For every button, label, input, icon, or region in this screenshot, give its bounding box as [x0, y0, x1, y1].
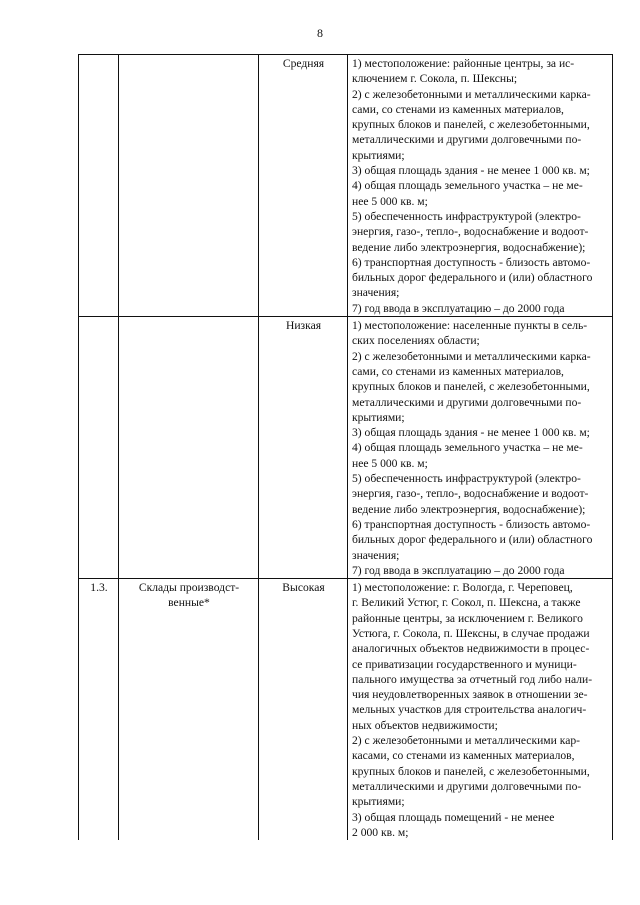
- description-line: ключением г. Сокола, п. Шексны;: [352, 72, 518, 86]
- description-line: ведение либо электроэнергия, водоснабжение);: [352, 502, 586, 516]
- object-name-cell: [119, 55, 259, 317]
- level-cell: Низкая: [259, 317, 348, 579]
- description-line: районные центры, за исключением г. Великого: [352, 611, 583, 625]
- description-line: сами, со стенами из каменных материалов,: [352, 102, 564, 116]
- description-cell: [348, 55, 613, 317]
- page-number: 8: [317, 26, 323, 40]
- description-line: 1) местоположение: населенные пункты в сель-: [352, 319, 588, 333]
- description-line: значения;: [352, 548, 400, 562]
- description-line: 4) общая площадь земельного участка – не ме-: [352, 179, 583, 193]
- description-line: 3) общая площадь помещений - не менее: [352, 810, 555, 824]
- description-line: ведение либо электроэнергия, водоснабжение);: [352, 240, 586, 254]
- description-line: 5) обеспеченность инфраструктурой (электро-: [352, 209, 581, 223]
- description-line: се приватизации государственного и муници-: [352, 657, 577, 671]
- description-line: бильных дорог федерального и (или) областного: [352, 271, 593, 285]
- row-number-cell: 1.3.: [79, 579, 119, 841]
- description-line: 2) с железобетонными и металлическими карка-: [352, 349, 591, 363]
- description-line: 1) местоположение: районные центры, за ис-: [352, 57, 575, 70]
- description-line: крупных блоков и панелей, с железобетонными,: [352, 118, 590, 132]
- description-line: крупных блоков и панелей, с железобетонными,: [352, 764, 590, 778]
- description-line: чия неудовлетворенных заявок в отношении зе-: [352, 688, 588, 702]
- description-line: энергия, газо-, тепло-, водоснабжение и водоот-: [352, 487, 589, 501]
- row-number-cell: [79, 55, 119, 317]
- object-name-cell: [119, 317, 259, 579]
- criteria-table: [78, 54, 613, 840]
- description-line: мельных участков для строительства аналогич-: [352, 703, 587, 717]
- description-line: 2) с железобетонными и металлическими кар-: [352, 734, 580, 748]
- description-line: 6) транспортная доступность - близость автомо-: [352, 517, 591, 531]
- object-name-line: венные*: [168, 596, 210, 610]
- object-name-line: Склады производст-: [138, 581, 240, 595]
- description-line: 2) с железобетонными и металлическими карка-: [352, 87, 591, 101]
- level-cell: Средняя: [259, 55, 348, 317]
- description-cell: [348, 317, 613, 579]
- table-row-warehouses: [79, 579, 613, 841]
- description-line: сами, со стенами из каменных материалов,: [352, 364, 564, 378]
- description-line: нее 5 000 кв. м;: [352, 194, 428, 208]
- description-line: ских поселениях области;: [352, 334, 480, 348]
- description-line: г. Великий Устюг, г. Сокол, п. Шексна, а также: [352, 596, 581, 610]
- description-line: энергия, газо-, тепло-, водоснабжение и водоот-: [352, 225, 589, 239]
- description-line: 5) обеспеченность инфраструктурой (электро-: [352, 472, 581, 486]
- description-line: крытиями;: [352, 410, 405, 424]
- level-cell: Высокая: [259, 579, 348, 841]
- description-line: 7) год ввода в эксплуатацию – до 2000 года: [352, 563, 565, 577]
- description-line: 1) местоположение: г. Вологда, г. Череповец,: [352, 581, 573, 595]
- description-line: Устюга, г. Сокола, п. Шексны, в случае продажи: [352, 626, 590, 640]
- description-line: крупных блоков и панелей, с железобетонными,: [352, 380, 590, 394]
- description-line: крытиями;: [352, 148, 405, 162]
- description-line: металлическими и другими долговечными по-: [352, 395, 582, 409]
- description-line: крытиями;: [352, 795, 405, 809]
- description-line: значения;: [352, 286, 400, 300]
- object-name-cell: [119, 579, 259, 841]
- description-line: нее 5 000 кв. м;: [352, 456, 428, 470]
- description-line: 4) общая площадь земельного участка – не ме-: [352, 441, 583, 455]
- table-row-medium: [79, 55, 613, 317]
- description-line: 3) общая площадь здания - не менее 1 000 кв. м;: [352, 426, 590, 440]
- row-number-cell: [79, 317, 119, 579]
- description-line: 6) транспортная доступность - близость автомо-: [352, 255, 591, 269]
- description-line: пального имущества за отчетный год либо нали-: [352, 672, 593, 686]
- description-line: аналогичных объектов недвижимости в процес-: [352, 642, 590, 656]
- table-row-low: [79, 317, 613, 579]
- description-line: ных объектов недвижимости;: [352, 718, 498, 732]
- description-line: касами, со стенами из каменных материалов,: [352, 749, 575, 763]
- description-line: 3) общая площадь здания - не менее 1 000 кв. м;: [352, 164, 590, 178]
- description-line: 2 000 кв. м;: [352, 825, 409, 839]
- description-line: 7) год ввода в эксплуатацию – до 2000 года: [352, 301, 565, 315]
- description-line: металлическими и другими долговечными по-: [352, 133, 582, 147]
- description-cell: [348, 579, 613, 841]
- description-line: металлическими и другими долговечными по-: [352, 779, 582, 793]
- description-line: бильных дорог федерального и (или) областного: [352, 533, 593, 547]
